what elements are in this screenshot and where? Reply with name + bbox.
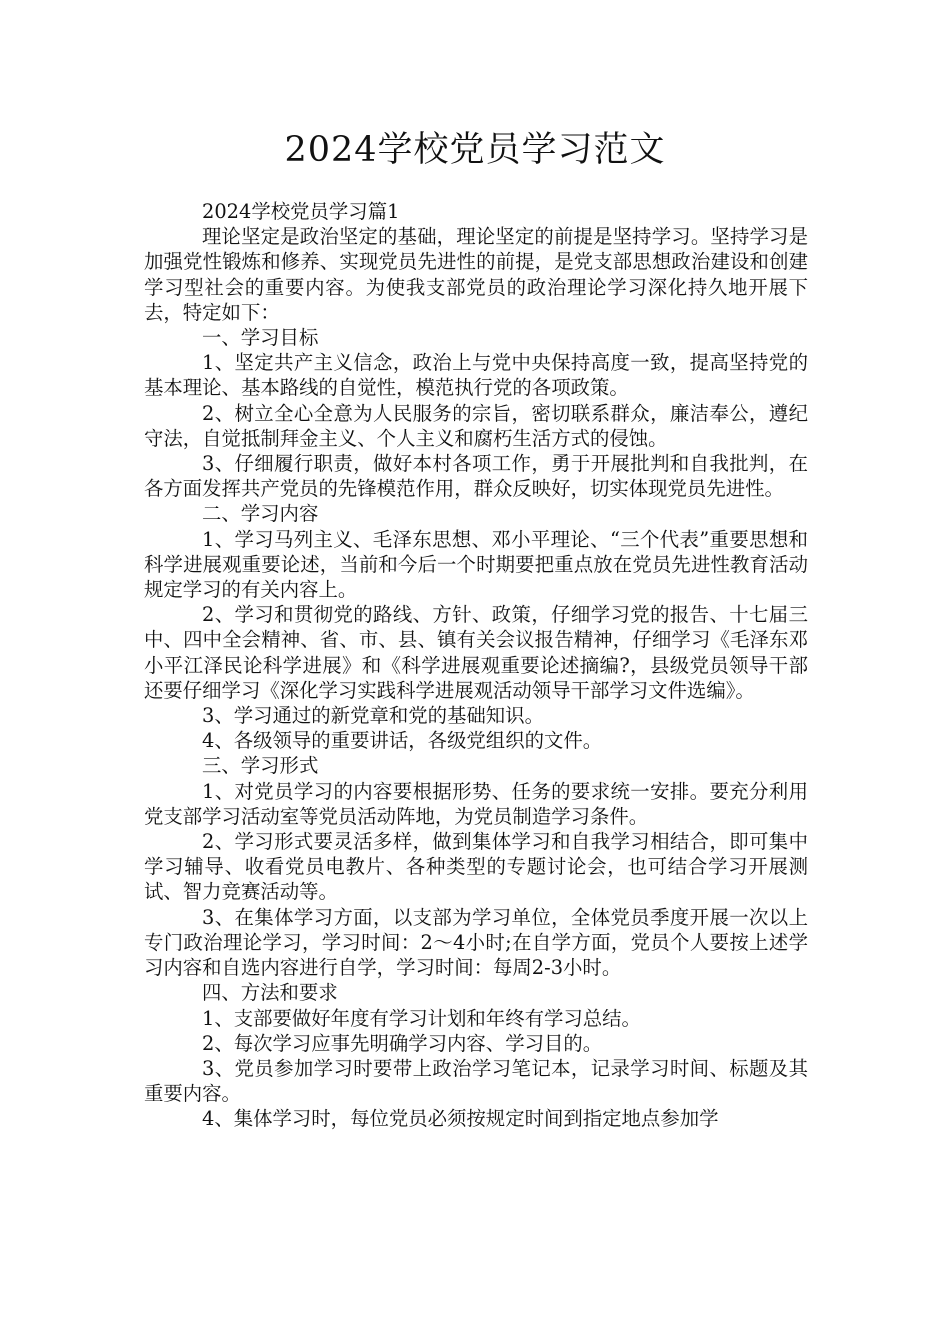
section-heading: 一、学习目标 [202, 326, 319, 350]
paragraph: 4、集体学习时，每位党员必须按规定时间到指定地点参加学 [202, 1107, 719, 1131]
paragraph: 3、在集体学习方面，以支部为学习单位，全体党员季度开展一次以上专门政治理论学习，学习时间：2～4小时;在自学方面，党员个人要按上述学习内容和自选内容进行自学，学习时间：每周2-3小时。 [144, 905, 808, 980]
paragraph: 1、支部要做好年度有学习计划和年终有学习总结。 [202, 1006, 641, 1030]
paragraph: 2、每次学习应事先明确学习内容、学习目的。 [202, 1031, 603, 1055]
paragraph: 1、坚定共产主义信念，政治上与党中央保持高度一致，提高坚持党的基本理论、基本路线的自觉性，模范执行党的各项政策。 [144, 351, 808, 400]
paragraph: 3、仔细履行职责，做好本村各项工作，勇于开展批判和自我批判，在各方面发挥共产党员的先锋模范作用，群众反映好，切实体现党员先进性。 [144, 452, 808, 501]
document-body [144, 199, 808, 1132]
paragraph: 3、学习通过的新党章和党的基础知识。 [202, 704, 544, 728]
paragraph: 2、学习和贯彻党的路线、方针、政策，仔细学习党的报告、十七届三中、四中全会精神、省、市、县、镇有关会议报告精神，仔细学习《毛泽东邓小平江泽民论科学进展》和《科学进展观重要论述摘编?，县级党员领导干部还要仔细学习《深化学习实践科学进展观活动领导干部学习文件选编》。 [144, 603, 808, 702]
section-heading: 二、学习内容 [202, 502, 319, 526]
section-heading: 四、方法和要求 [202, 981, 338, 1005]
paragraph: 4、各级领导的重要讲话，各级党组织的文件。 [202, 729, 603, 753]
paragraph: 3、党员参加学习时要带上政治学习笔记本，记录学习时间、标题及其重要内容。 [144, 1056, 808, 1106]
paragraph: 1、对党员学习的内容要根据形势、任务的要求统一安排。要充分利用党支部学习活动室等党员活动阵地，为党员制造学习条件。 [144, 779, 808, 828]
document-title: 2024学校党员学习范文 [284, 130, 666, 170]
paragraph: 2、学习形式要灵活多样，做到集体学习和自我学习相结合，即可集中学习辅导、收看党员电教片、各种类型的专题讨论会，也可结合学习开展测试、智力竞赛活动等。 [144, 830, 808, 904]
section-heading: 2024学校党员学习篇1 [202, 200, 400, 223]
paragraph: 理论坚定是政治坚定的基础，理论坚定的前提是坚持学习。坚持学习是加强党性锻炼和修养、实现党员先进性的前提，是党支部思想政治建设和创建学习型社会的重要内容。为使我支部党员的政治理论学习深化持久地开展下去，特定如下： [144, 225, 808, 324]
section-heading: 三、学习形式 [202, 754, 319, 778]
paragraph: 2、树立全心全意为人民服务的宗旨，密切联系群众，廉洁奉公，遵纪守法，自觉抵制拜金主义、个人主义和腐朽生活方式的侵蚀。 [144, 401, 808, 450]
paragraph: 1、学习马列主义、毛泽东思想、邓小平理论、“三个代表”重要思想和科学进展观重要论述，当前和今后一个时期要把重点放在党员先进性教育活动规定学习的有关内容上。 [144, 527, 808, 602]
